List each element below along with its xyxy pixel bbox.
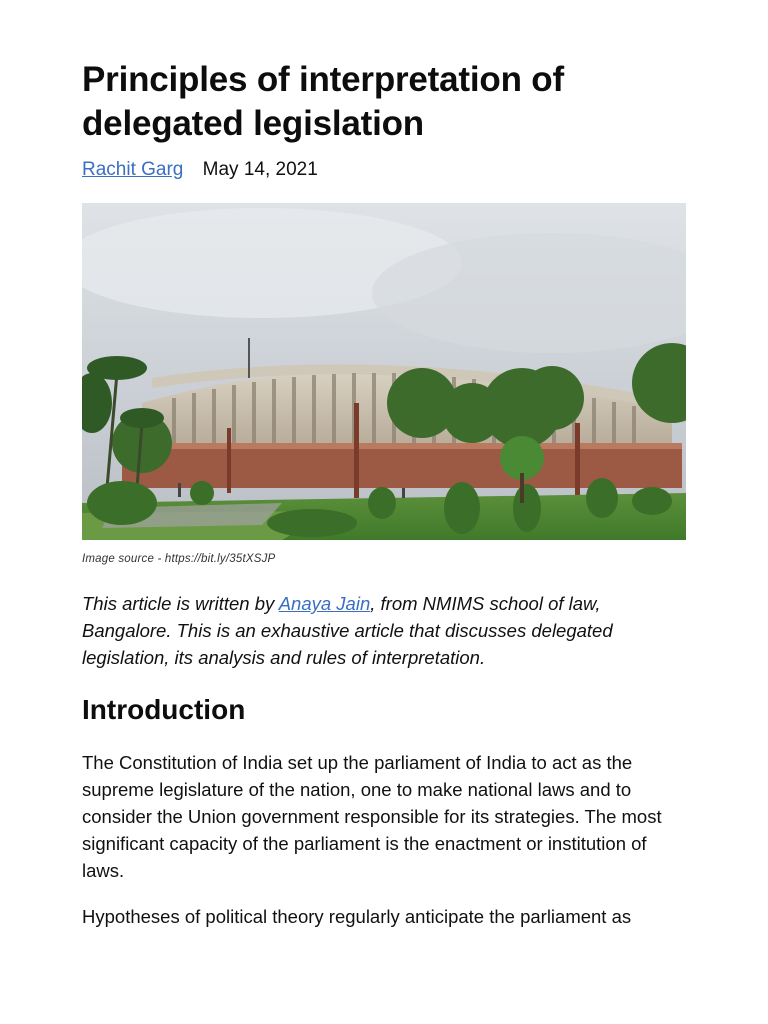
image-caption: Image source - https://bit.ly/35tXSJP	[82, 553, 276, 565]
intro-note	[82, 590, 682, 671]
author-link[interactable]: Rachit Garg	[82, 159, 184, 180]
section-heading-introduction: Introduction	[82, 694, 246, 725]
contributor-link[interactable]: Anaya Jain	[278, 593, 371, 614]
hero-image	[82, 203, 686, 540]
byline	[82, 158, 688, 182]
paragraph: The Constitution of India set up the parliament of India to act as the supreme legislature of the nation, one to make national laws and to consider the Union government responsible for its strategies. The most significant capacity of the parliament is the enactment or institution of laws.	[82, 752, 662, 881]
article-title: Principles of interpretation of delegated legislation	[82, 60, 564, 143]
intro-prefix: This article is written by	[82, 593, 279, 614]
article-header	[82, 58, 688, 182]
intro-suffix: , from NMIMS school of law, Bangalore. This is an exhaustive article that discusses delegated legislation, its analysis and rules of interpretation.	[82, 593, 613, 668]
publish-date: May 14, 2021	[202, 159, 318, 180]
paragraph: Hypotheses of political theory regularly anticipate the parliament as	[82, 906, 632, 927]
article-body	[82, 590, 682, 930]
